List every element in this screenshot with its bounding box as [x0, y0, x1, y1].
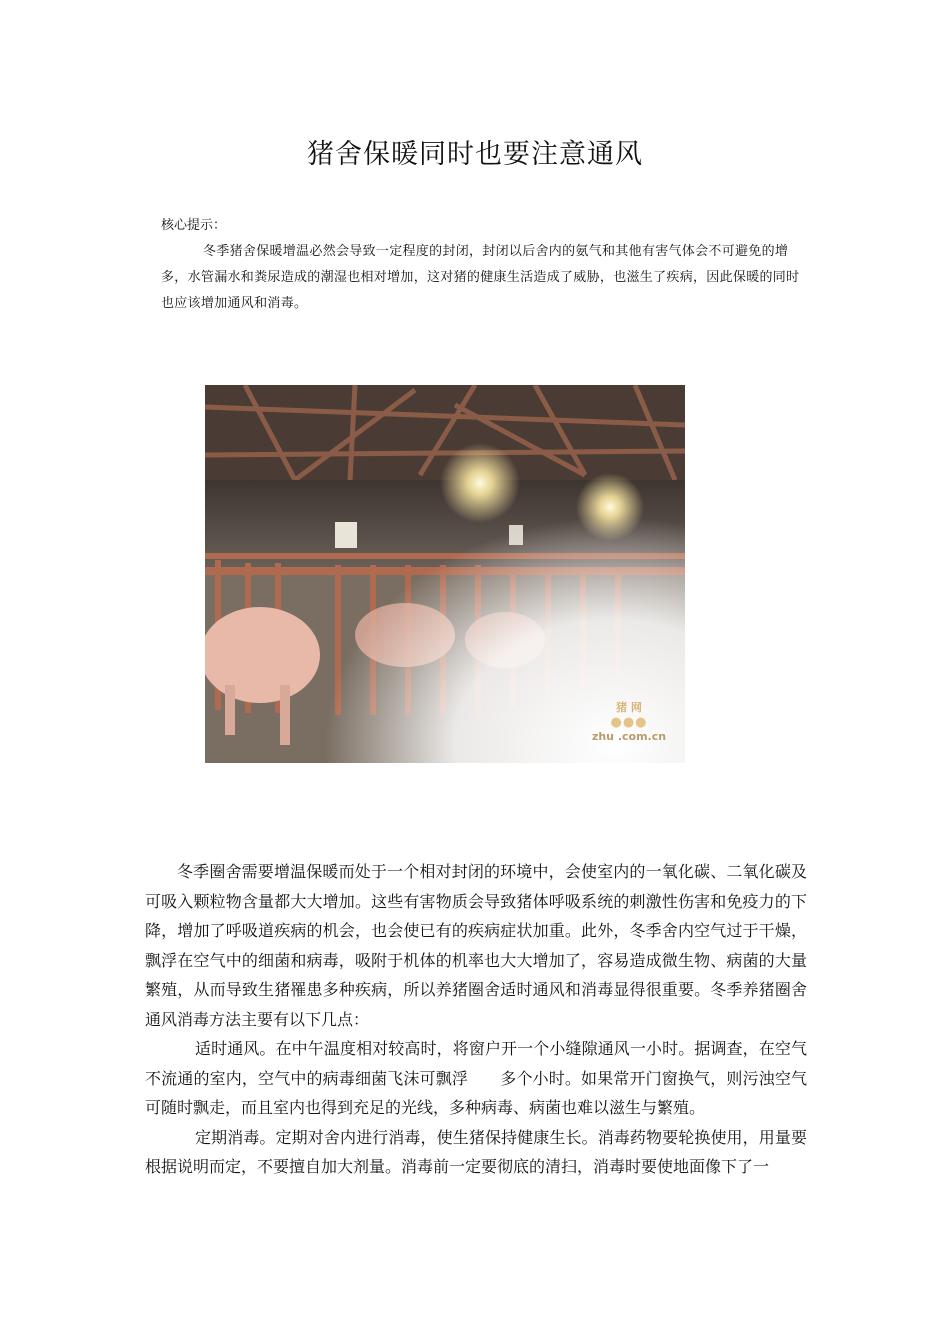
watermark-text: 猪 网 — [616, 701, 642, 714]
pig-barn-photo — [205, 385, 685, 763]
article-body — [145, 857, 807, 1182]
paragraph-ventilation: 适时通风。在中午温度相对较高时，将窗户开一个小缝隙通风一小时。据调查，在空气不流通的室内，空气中的病毒细菌飞沫可飘浮 多个小时。如果常开门窗换气，则污浊空气可随时飘走，而且室内也得到充足的光线，多种病毒、病菌也难以滋生与繁殖。 — [145, 1039, 807, 1117]
page-title: 猪舍保暖同时也要注意通风 — [307, 139, 643, 170]
watermark-domain: zhu .com.cn — [591, 730, 667, 743]
paragraph-intro: 冬季圈舍需要增温保暖而处于一个相对封闭的环境中，会使室内的一氧化碳、二氧化碳及可吸入颗粒物含量都大大增加。这些有害物质会导致猪体呼吸系统的刺激性伤害和免疫力的下降，增加了呼吸道疾病的机会，也会使已有的疾病症状加重。此外，冬季舍内空气过于干燥，飘浮在空气中的细菌和病毒，吸附于机体的机率也大大增加了，容易造成微生物、病菌的大量繁殖，从而导致生猪罹患多种疾病，所以养猪圈舍适时通风和消毒显得很重要。冬季养猪圈舍通风消毒方法主要有以下几点： — [145, 862, 807, 1029]
summary-label: 核心提示： — [161, 218, 227, 233]
paragraph-disinfection: 定期消毒。定期对舍内进行消毒，使生猪保持健康生长。消毒药物要轮换使用，用量要根据说明而定，不要擅自加大剂量。消毒前一定要彻底的清扫，消毒时要使地面像下了一 — [145, 1127, 807, 1176]
summary-text: 冬季猪舍保暖增温必然会导致一定程度的封闭，封闭以后舍内的氨气和其他有害气体会不可避免的增多，水管漏水和粪尿造成的潮湿也相对增加，这对猪的健康生活造成了威胁，也滋生了疾病，因此保暖的同时也应该增加通风和消毒。 — [161, 244, 800, 311]
watermark-circles-icon: ●●● — [610, 715, 648, 730]
watermark-logo — [579, 699, 679, 759]
summary-block — [161, 213, 801, 317]
